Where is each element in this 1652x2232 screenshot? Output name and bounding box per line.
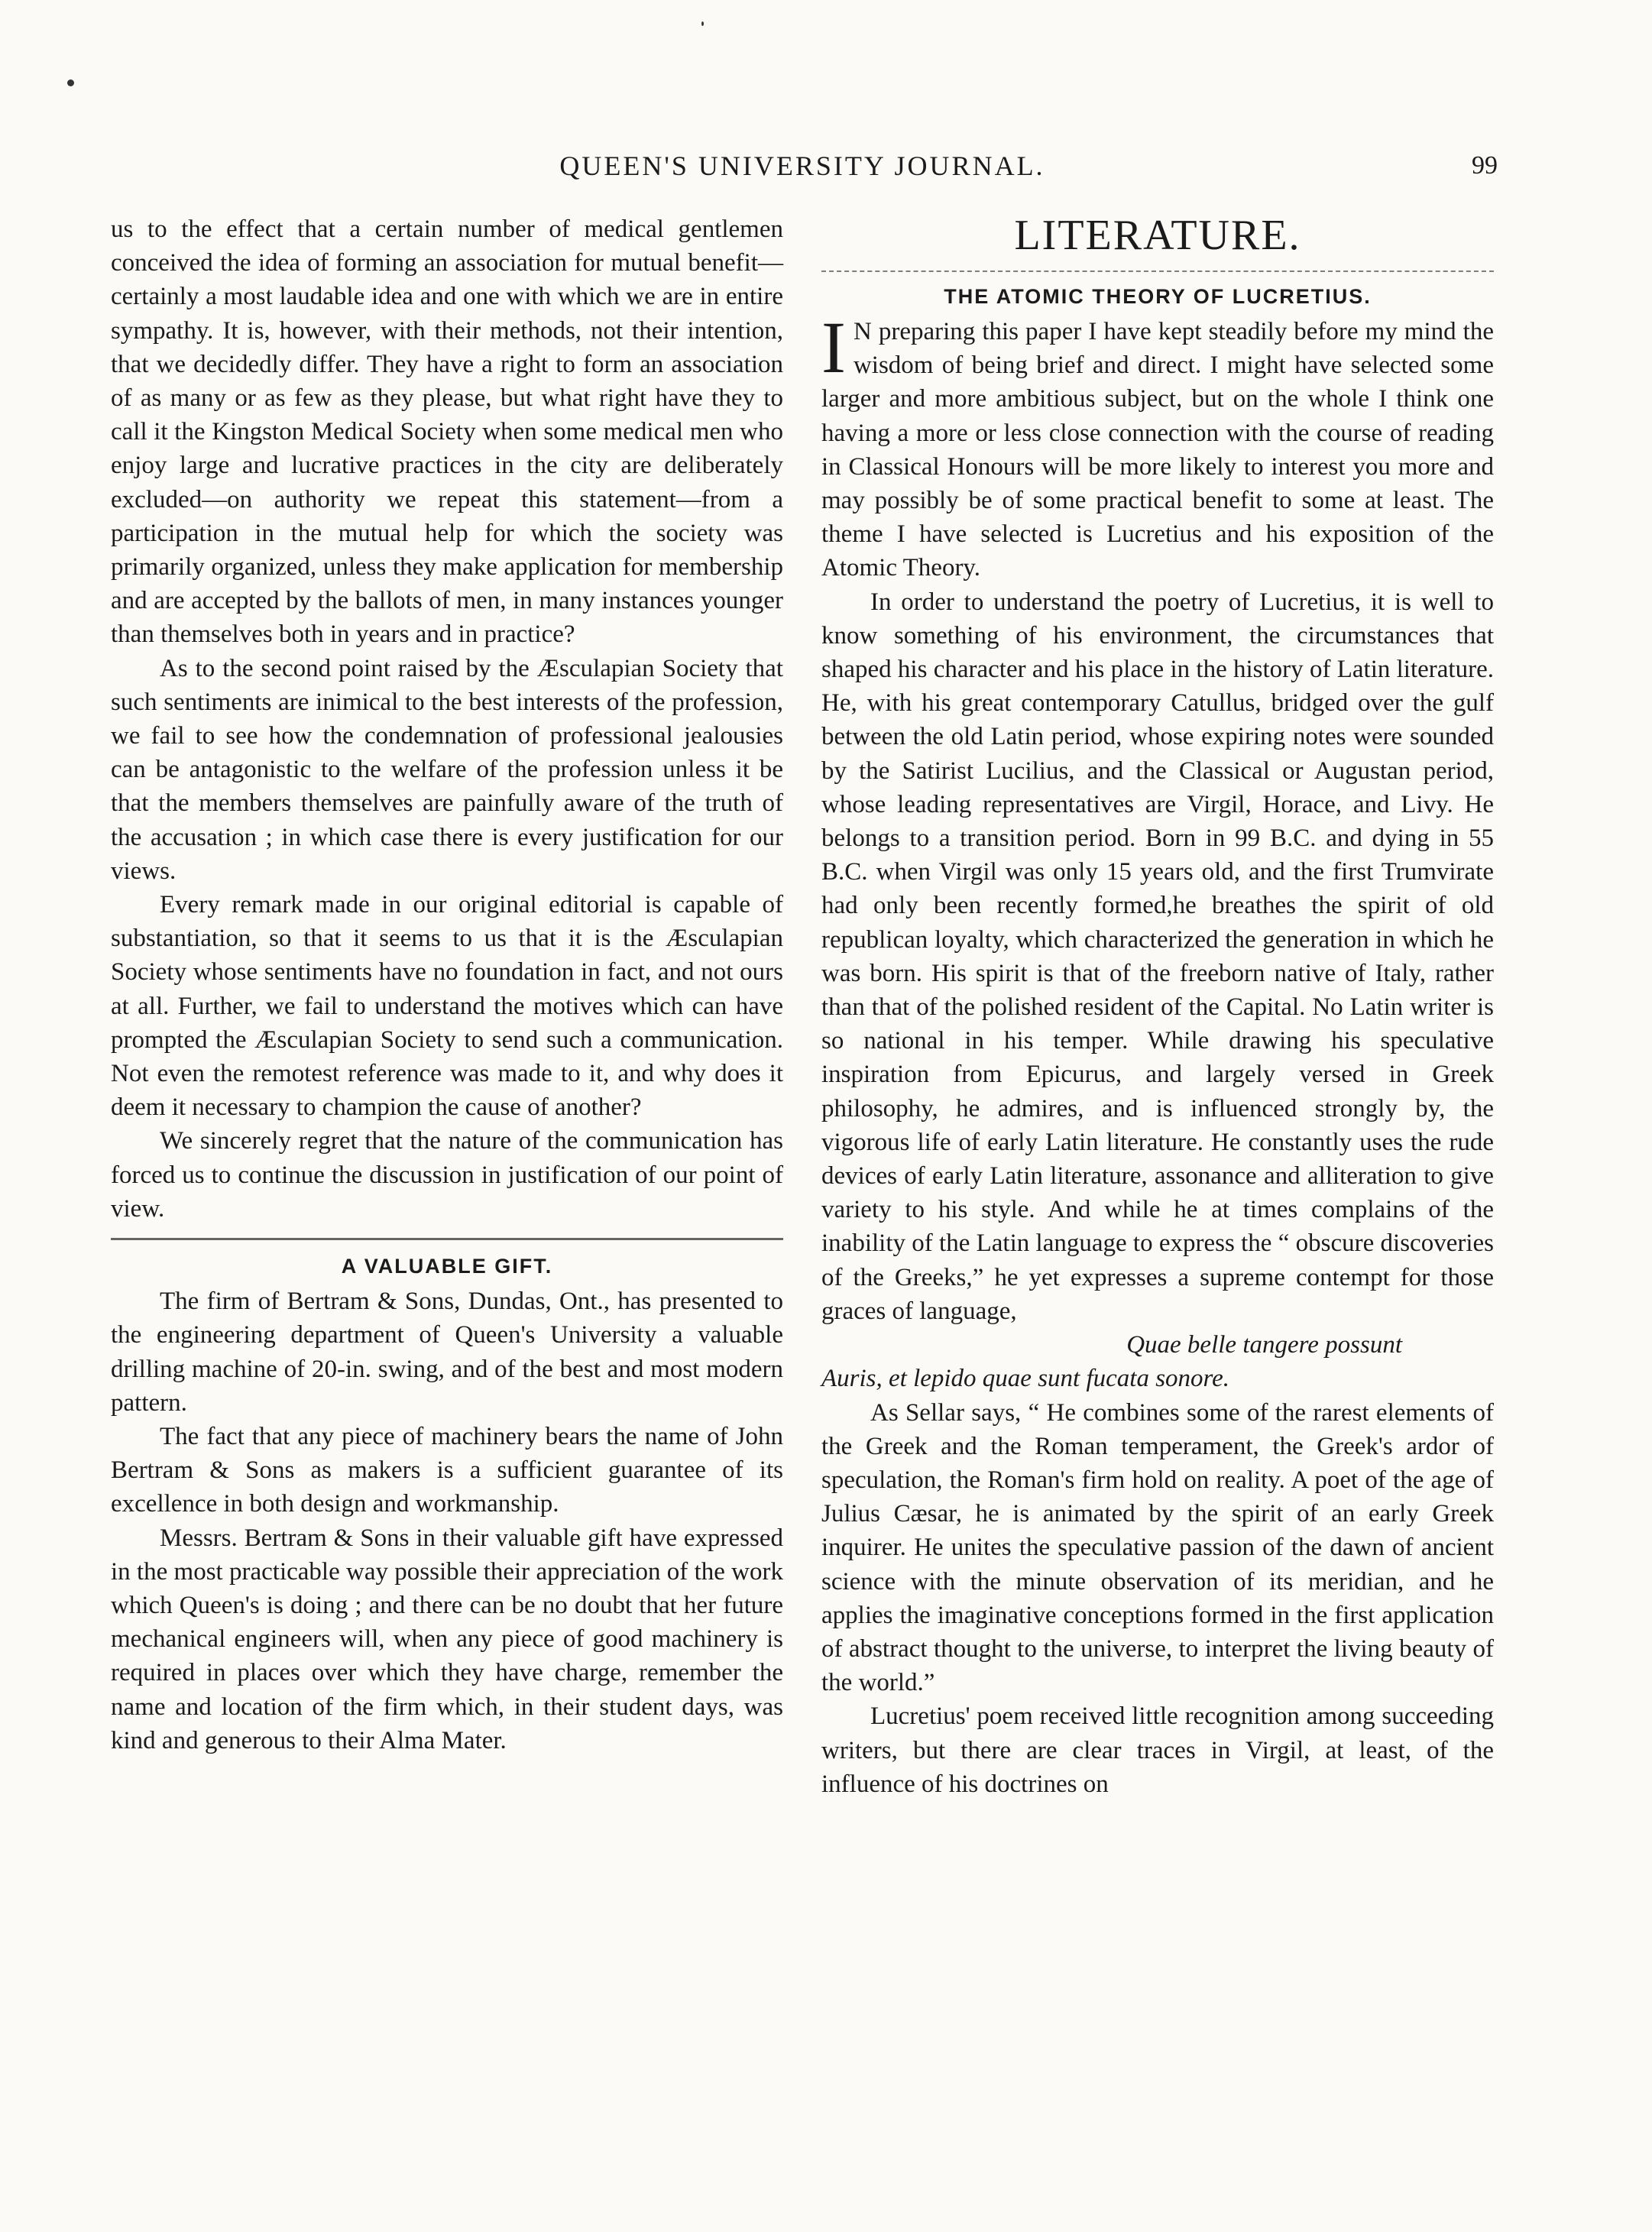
left-column <box>111 212 783 1757</box>
paragraph <box>821 306 1494 585</box>
section-divider <box>821 270 1494 272</box>
right-column <box>821 212 1494 1801</box>
paragraph: Lucretius' poem received little recognition among succeeding writers, but there are clear traces in Virgil, at least, of the influence of his doctrines on <box>821 1702 1494 1798</box>
paragraph: Messrs. Bertram & Sons in their valuable gift have expressed in the most practicable way possible their appreciation of the work which Queen's is doing ; and there can be no doubt that her future mechanical engineers will, when any piece of good machinery is required in places over which they have charge, remember the name and location of the firm which, in their student days, was kind and generous to their Alma Mater. <box>111 1524 783 1754</box>
page-header <box>107 150 1498 196</box>
paragraph: As Sellar says, “ He combines some of the rarest elements of the Greek and the Roman temperament, the Greek's ardor of speculation, the Roman's firm hold on reality. A poet of the age of Julius Cæsar, he is animated by the spirit of an early Greek inquirer. He unites the speculative passion of the dawn of ancient science with the minute observation of its meridian, and he applies the imaginative conceptions formed in the first application of abstract thought to the universe, to interpret the living beauty of the world.” <box>821 1398 1494 1697</box>
paragraph: Every remark made in our original editorial is capable of substantiation, so that it seems to us that it is the Æsculapian Society whose sentiments have no foundation in fact, and not ours at all. Further, we fail to understand the motives which can have prompted the Æsculapian Society to send such a communication. Not even the remotest reference was made to it, and why does it deem it necessary to champion the cause of another? <box>111 891 783 1122</box>
page-number: 99 <box>1472 151 1498 180</box>
verse-line: Quae belle tangere possunt <box>1126 1331 1402 1359</box>
section-divider <box>111 1238 783 1240</box>
ink-speck <box>701 21 704 26</box>
paragraph: The firm of Bertram & Sons, Dundas, Ont., has presented to the engineering department of Queen's University a valuable drilling machine of 20-in. swing, and of the best and most modern pattern. <box>111 1288 783 1417</box>
section-heading: LITERATURE. <box>1014 212 1301 259</box>
article-title: THE ATOMIC THEORY OF LUCRETIUS. <box>944 285 1372 308</box>
running-title: QUEEN'S UNIVERSITY JOURNAL. <box>559 151 1045 181</box>
paragraph-text: N preparing this paper I have kept steadily before my mind the wisdom of being brief and direct. I might have selected some larger and more ambitious subject, but on the whole I think one having a more or less close connection with the course of reading in Classical Honours will be more likely to interest you more and may possibly be of some practical benefit to some at least. The theme I have selected is Lucretius and his exposition of the Atomic Theory. <box>821 318 1494 582</box>
paragraph: In order to understand the poetry of Lucretius, it is well to know something of his environment, the circumstances that shaped his character and his place in the history of Latin literature. He, with his great contemporary Catullus, bridged over the gulf between the old Latin period, whose expiring notes were sounded by the Satirist Lucilius, and the Classical or Augustan period, whose leading representatives are Virgil, Horace, and Livy. He belongs to a transition period. Born in 99 B.C. and dying in 55 B.C. when Virgil was only 15 years old, and the first Trumvirate had only been recently formed,he breathes the spirit of old republican loyalty, which characterized the generation in which he was born. His spirit is that of the freeborn native of Italy, rather than that of the polished resident of the Capital. No Latin writer is so national in his temper. While drawing his speculative inspiration from Epicurus, and largely versed in Greek philosophy, he admires, and is influenced strongly by, the vigorous life of early Latin literature. He constantly uses the rude devices of early Latin literature, assonance and alliteration to give variety to his style. And while he at times complains of the inability of the Latin language to express the “ obscure discoveries of the Greeks,” he yet expresses a supreme contempt for those graces of language, <box>821 588 1494 1325</box>
ink-speck <box>67 79 74 86</box>
gift-heading: A VALUABLE GIFT. <box>341 1255 553 1278</box>
verse-line: Auris, et lepido quae sunt fucata sonore. <box>821 1365 1230 1393</box>
paragraph: As to the second point raised by the Æsculapian Society that such sentiments are inimical to the best interests of the profession, we fail to see how the condemnation of professional jealousies can be antagonistic to the welfare of the profession unless it be that the members themselves are painfully aware of the truth of the accusation ; in which case there is every justification for our views. <box>111 654 783 885</box>
paragraph: The fact that any piece of machinery bears the name of John Bertram & Sons as makers is a sufficient guarantee of its excellence in both design and workmanship. <box>111 1422 783 1518</box>
paragraph: We sincerely regret that the nature of the communication has forced us to continue the discussion in justification of our point of view. <box>111 1127 783 1223</box>
drop-cap: I <box>821 306 846 388</box>
paragraph: us to the effect that a certain number of medical gentlemen conceived the idea of forming an association for mutual benefit—certainly a most laudable idea and one with which we are in entire sympathy. It is, however, with their methods, not their intention, that we decidedly differ. They have a right to form an association of as many or as few as they please, but what right have they to call it the Kingston Medical Society when some medical men who enjoy large and lucrative practices in the city are deliberately excluded—on authority we repeat this statement—from a participation in the mutual help for which the society was primarily organized, unless they make application for membership and are accepted by the ballots of men, in many instances younger than themselves both in years and in practice? <box>111 215 783 649</box>
